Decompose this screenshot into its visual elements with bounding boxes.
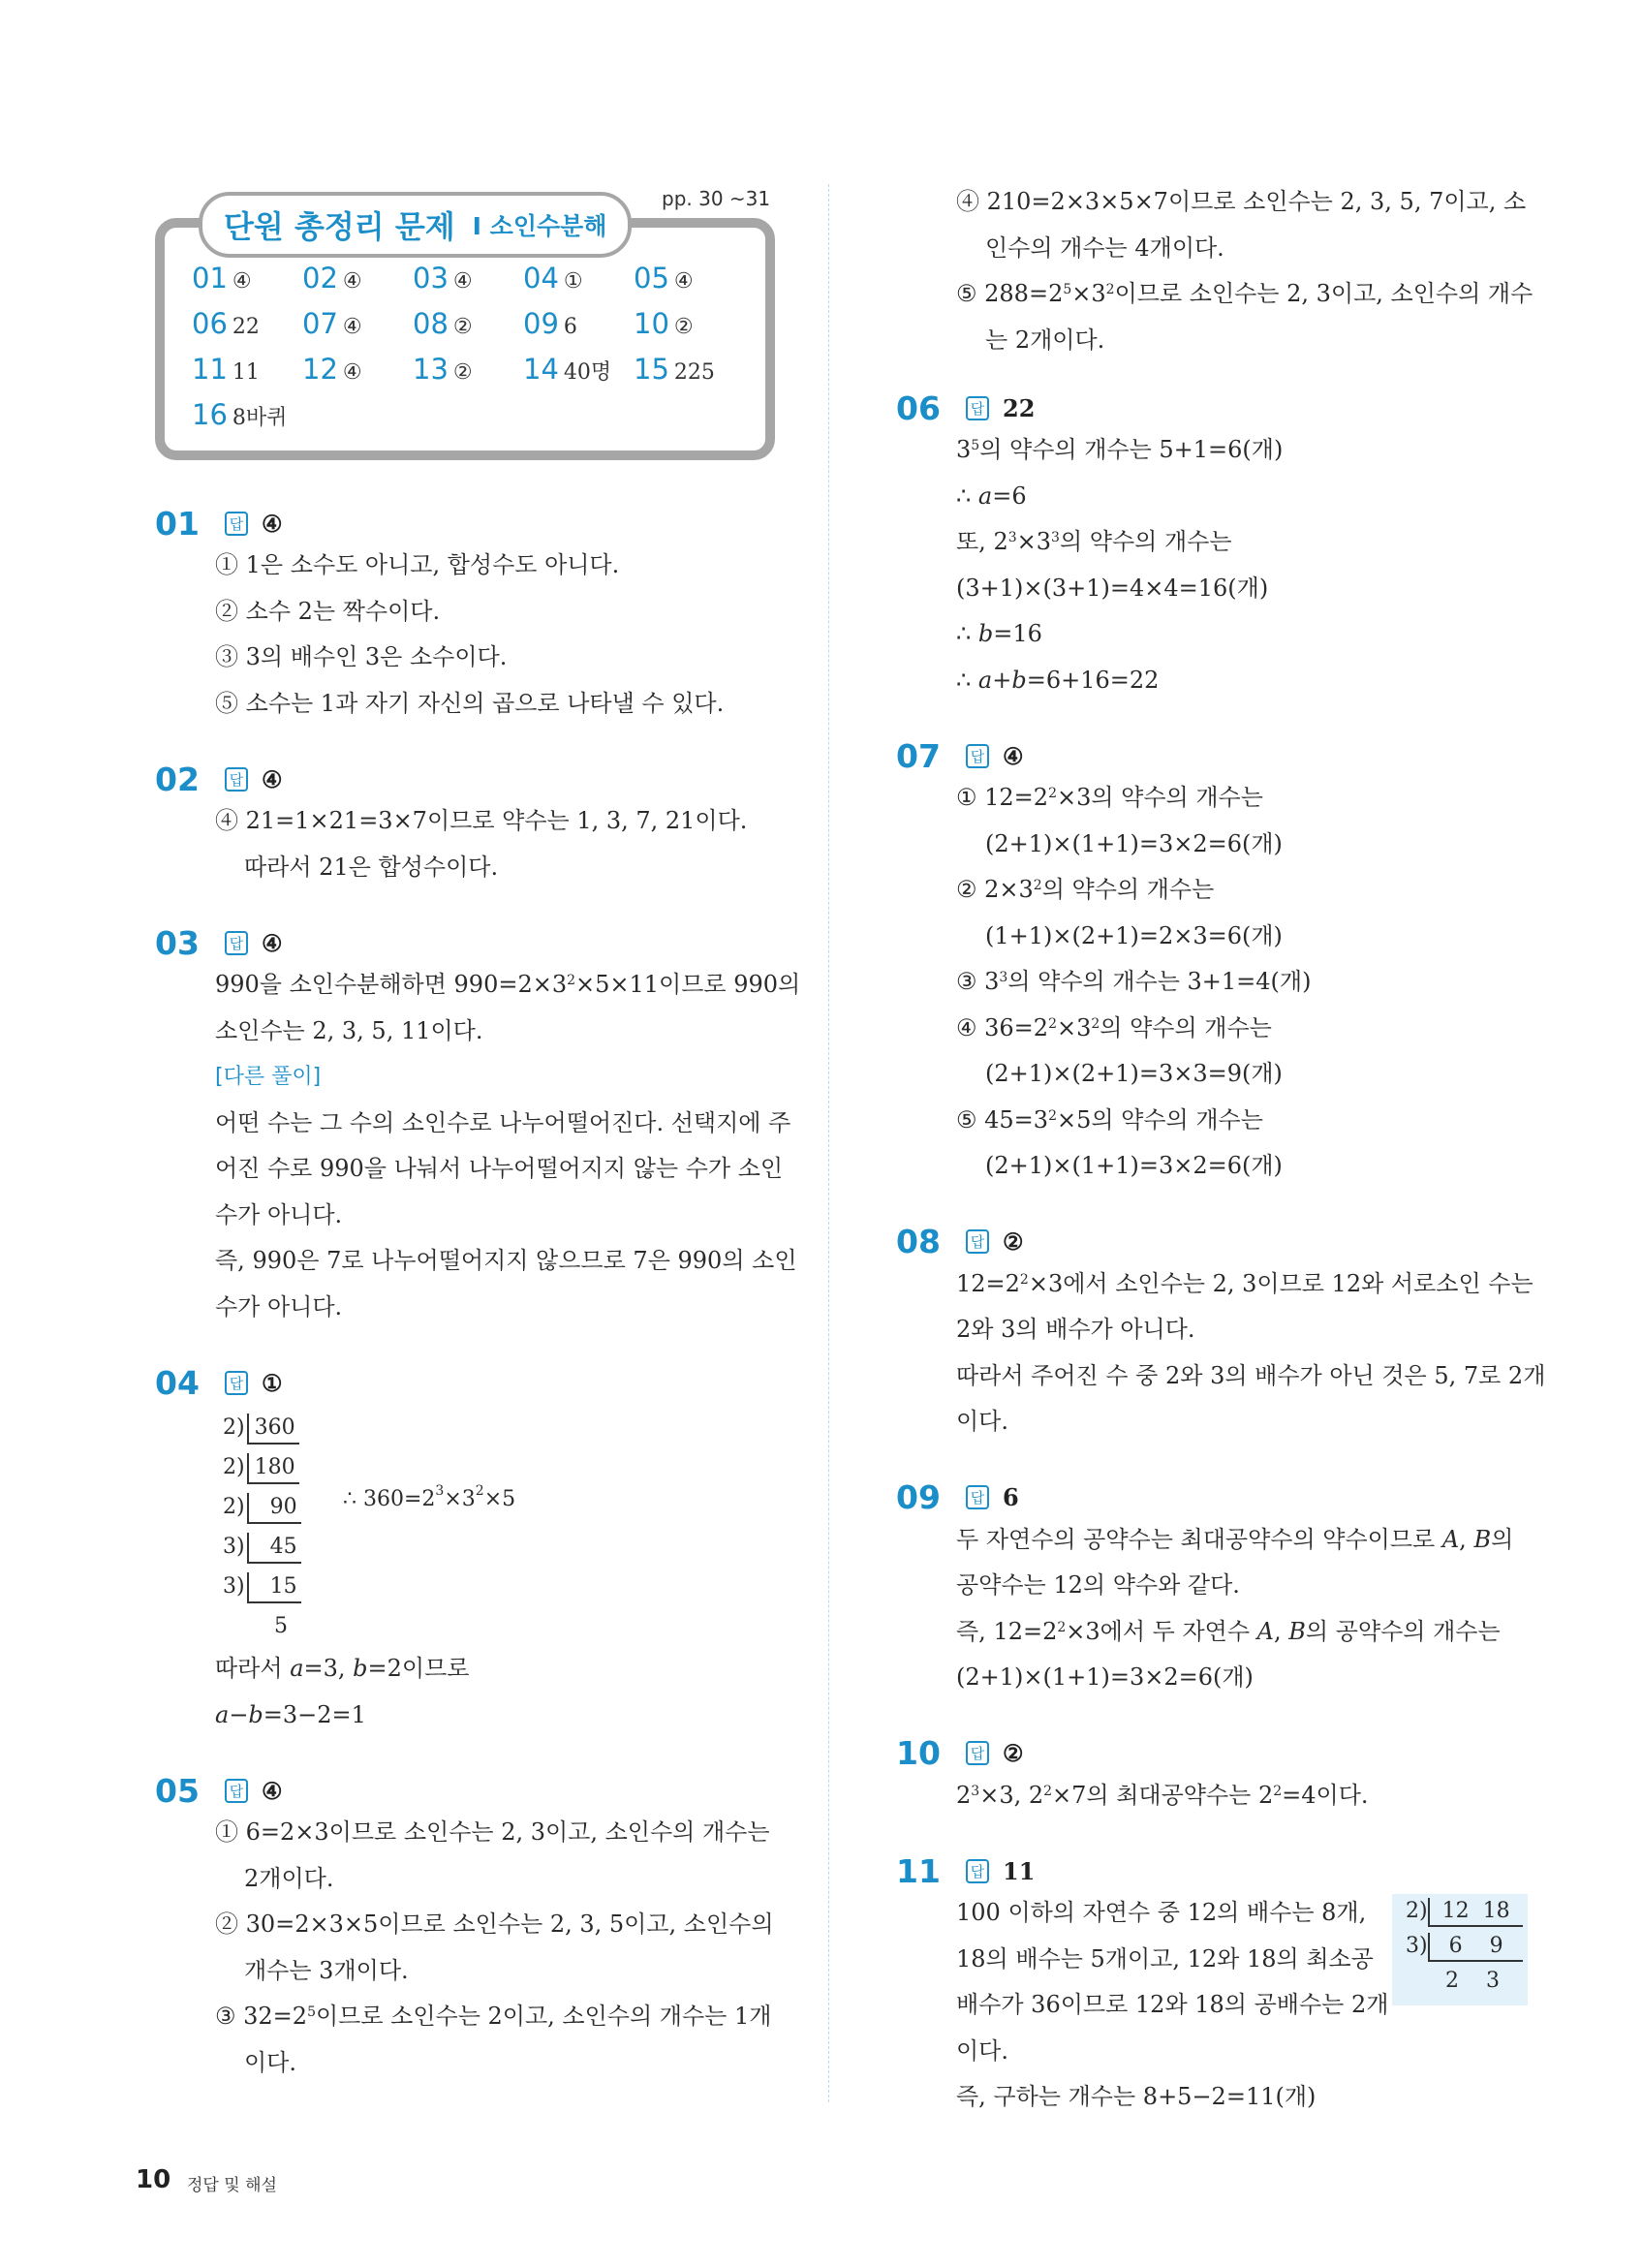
factorization-result: ∴ $360=2^3\times 3^2\times 5$: [343, 1483, 516, 1511]
solution-line: 수가 아니다.: [215, 1200, 343, 1228]
answer-value: ②: [1003, 1739, 1024, 1767]
answer-value: ②: [1003, 1227, 1024, 1256]
solution-line: 이다.: [956, 2036, 1008, 2065]
solution-line: 소인수는 2, 3, 5, 11이다.: [215, 1016, 483, 1044]
answer-badge: 답: [225, 767, 248, 792]
summary-ans: 6: [563, 315, 577, 339]
summary-unit: Ⅰ 소인수분해: [472, 212, 607, 240]
solution-line: ② 소수 2는 짝수이다.: [215, 597, 441, 625]
problem-number: 09: [896, 1478, 941, 1516]
summary-num: 09: [523, 307, 559, 340]
problem-number: 07: [896, 736, 941, 775]
summary-title: 단원 총정리 문제: [224, 208, 455, 245]
summary-ans: ①: [563, 269, 583, 294]
problem-06: [896, 388, 1506, 703]
problem-02: [155, 760, 785, 890]
solution-line: (2+1)×(1+1)=3×2=6(개): [985, 829, 1283, 857]
solution-line: ⑤ 소수는 1과 자기 자신의 곱으로 나타낼 수 있다.: [215, 689, 725, 717]
summary-ans: ④: [452, 269, 473, 294]
problem-04: [155, 1363, 785, 1738]
solution-line: 수가 아니다.: [215, 1292, 343, 1320]
solution-line: $12=2^2\times 3$에서 소인수는 2, 3이므로 12와 서로소인 수는: [956, 1269, 1534, 1297]
solution-line: ⑤ $45=3^2\times 5$의 약수의 개수는: [956, 1105, 1263, 1134]
solution-line: 2개이다.: [244, 1864, 334, 1892]
solution-line: ④ $36=2^2\times 3^2$의 약수의 개수는: [956, 1013, 1272, 1041]
solution-line: 따라서 21은 합성수이다.: [244, 853, 499, 881]
footer-text: 정답 및 해설: [187, 2176, 277, 2195]
solution-line: 즉, 구하는 개수는 8+5−2=11(개): [956, 2083, 1317, 2110]
answer-value: ④: [262, 764, 283, 793]
summary-num: 03: [413, 262, 449, 295]
solution-line: 는 2개이다.: [985, 326, 1105, 354]
summary-ans: ②: [452, 315, 473, 339]
answer-badge: 답: [966, 396, 989, 420]
answer-badge: 답: [225, 512, 248, 536]
solution-line: ⑤ $288=2^5\times 3^2$이므로 소인수는 2, 3이고, 소인수의 개수: [956, 280, 1534, 307]
solution-line: ④ 21=1×21=3×7이므로 약수는 1, 3, 7, 21이다.: [215, 807, 748, 834]
page-number: 10: [136, 2165, 171, 2194]
problem-number: 08: [896, 1223, 941, 1260]
page-range: pp. 30 ~31: [662, 187, 771, 210]
solution-line: ∴ a+b=6+16=22: [956, 666, 1160, 694]
solution-line: ① 1은 소수도 아니고, 합성수도 아니다.: [215, 551, 620, 578]
summary-num: 10: [634, 307, 669, 340]
solution-line: 990을 소인수분해하면 $990=2\times 3^2\times 5\times 11$이므로 990의: [215, 971, 801, 998]
problem-number: 11: [896, 1851, 941, 1890]
answer-badge: 답: [225, 931, 248, 955]
summary-num: 05: [634, 262, 669, 295]
problem-05-continued: [896, 179, 1534, 363]
answer-badge: 답: [966, 1229, 989, 1254]
solution-line: 따라서 주어진 수 중 2와 3의 배수가 아닌 것은 5, 7로 2개: [956, 1361, 1546, 1389]
summary-num: 02: [302, 262, 338, 295]
left-column: [155, 504, 801, 2119]
answer-badge: 답: [966, 1485, 989, 1509]
summary-num: 13: [413, 353, 449, 386]
problem-number: 04: [155, 1363, 200, 1402]
problem-03: [155, 923, 801, 1330]
column-divider: [828, 184, 829, 2102]
answer-value: ④: [262, 1776, 283, 1805]
summary-num: 15: [634, 353, 669, 386]
summary-num: 07: [302, 307, 338, 340]
solution-line: ① $12=2^2\times 3$의 약수의 개수는: [956, 784, 1263, 811]
solution-line: 이다.: [956, 1408, 1008, 1435]
problem-number: 06: [896, 388, 941, 427]
answer-badge: 답: [225, 1371, 248, 1395]
summary-ans: 11: [232, 360, 260, 385]
summary-ans: ②: [452, 360, 473, 385]
solution-line: 따라서 a=3, b=2이므로: [215, 1655, 470, 1682]
problem-08: [896, 1223, 1546, 1445]
problem-09: [896, 1478, 1514, 1701]
solution-line: 또, $2^3\times 3^3$의 약수의 개수는: [956, 528, 1232, 555]
solution-line: ∴ a=6: [956, 482, 1027, 510]
problem-11: [896, 1851, 1510, 2121]
summary-num: 14: [523, 353, 559, 386]
problem-number: 05: [155, 1771, 200, 1810]
summary-ans: ②: [673, 315, 694, 339]
solution-line: 이다.: [244, 2048, 296, 2076]
problem-number: 03: [155, 923, 200, 962]
solution-line: ① 6=2×3이므로 소인수는 2, 3이고, 소인수의 개수는: [215, 1818, 770, 1846]
solution-line: (2+1)×(2+1)=3×3=9(개): [985, 1060, 1283, 1087]
summary-ans: ④: [342, 315, 362, 339]
summary-ans: ④: [342, 360, 362, 385]
solution-line: 인수의 개수는 4개이다.: [985, 233, 1224, 262]
solution-line: 18의 배수는 5개이고, 12와 18의 최소공: [956, 1944, 1374, 1973]
right-column: [896, 179, 1546, 2154]
answer-badge: 답: [966, 744, 989, 768]
solution-line: 2와 3의 배수가 아니다.: [956, 1316, 1195, 1343]
summary-num: 01: [192, 262, 228, 295]
summary-ans: ④: [232, 269, 252, 294]
answer-badge: 답: [225, 1779, 248, 1803]
prime-division: 2) 360 2) 180 2) 90 3) 45 3) 15 5 ∴ $360=2^3\times 3^2\times 5$: [223, 1415, 516, 1638]
solution-line: 개수는 3개이다.: [244, 1956, 409, 1984]
solution-line: (2+1)×(1+1)=3×2=6(개): [985, 1152, 1283, 1179]
solution-line: $2^3\times 3$, $2^2\times 7$의 최대공약수는 $2^2=4$이다.: [956, 1781, 1369, 1809]
answer-value: ④: [262, 928, 283, 957]
solution-line: ③ $32=2^5$이므로 소인수는 2이고, 소인수의 개수는 1개: [215, 2003, 772, 2030]
solution-line: ③ 3의 배수인 3은 소수이다.: [215, 643, 508, 670]
answer-value: ①: [262, 1368, 283, 1397]
problem-number: 01: [155, 504, 200, 543]
answer-badge: 답: [966, 1741, 989, 1765]
answer-value: ④: [262, 509, 283, 538]
alt-solution-label: [다른 풀이]: [215, 1065, 322, 1089]
solution-line: 공약수는 12의 약수와 같다.: [956, 1571, 1240, 1599]
summary-num: 04: [523, 262, 559, 295]
summary-ans: ④: [342, 269, 362, 294]
summary-answer-grid: [192, 262, 773, 444]
summary-ans: 8바퀴: [232, 406, 288, 430]
solution-line: (2+1)×(1+1)=3×2=6(개): [956, 1663, 1254, 1691]
solution-line: 어떤 수는 그 수의 소인수로 나누어떨어진다. 선택지에 주: [215, 1108, 791, 1136]
answer-badge: 답: [966, 1859, 989, 1883]
summary-num: 12: [302, 353, 338, 386]
summary-num: 06: [192, 307, 228, 340]
solution-line: 두 자연수의 공약수는 최대공약수의 약수이므로 A, B의: [956, 1525, 1514, 1553]
solution-line: ∴ b=16: [956, 620, 1042, 647]
problem-01: [155, 504, 785, 727]
answer-value: ④: [1003, 741, 1024, 770]
answer-value: 6: [1003, 1483, 1019, 1511]
solution-line: (1+1)×(2+1)=2×3=6(개): [985, 921, 1283, 949]
solution-line: 즉, 990은 7로 나누어떨어지지 않으므로 7은 990의 소인: [215, 1247, 797, 1274]
summary-ans: 225: [673, 360, 715, 385]
problem-05: [155, 1771, 785, 2086]
problem-10: [896, 1734, 1506, 1819]
solution-line: 100 이하의 자연수 중 12의 배수는 8개,: [956, 1899, 1367, 1926]
summary-ans: ④: [673, 269, 694, 294]
solution-line: 배수가 36이므로 12와 18의 공배수는 2개: [956, 1991, 1389, 2018]
summary-num: 08: [413, 307, 449, 340]
summary-num: 11: [192, 353, 228, 386]
lcm-ladder: 2) 12 18 3) 6 9 2 3: [1392, 1894, 1528, 2005]
summary-ans: 22: [232, 315, 260, 339]
solution-line: 어진 수로 990을 나눠서 나누어떨어지지 않는 수가 소인: [215, 1155, 784, 1182]
summary-num: 16: [192, 398, 228, 431]
solution-line: ④ 210=2×3×5×7이므로 소인수는 2, 3, 5, 7이고, 소: [956, 188, 1527, 215]
solution-line: ③ $3^3$의 약수의 개수는 3+1=4(개): [956, 968, 1312, 995]
summary-title-tab: [199, 192, 632, 258]
solution-line: $3^5$의 약수의 개수는 5+1=6(개): [956, 436, 1284, 463]
answer-value: 22: [1003, 393, 1036, 422]
solution-line: a−b=3−2=1: [215, 1700, 366, 1728]
solution-line: ② $2\times 3^2$의 약수의 개수는: [956, 876, 1215, 903]
solution-line: 즉, $12=2^2\times 3$에서 두 자연수 A, B의 공약수의 개수는: [956, 1617, 1501, 1645]
answer-value: 11: [1003, 1856, 1036, 1885]
summary-ans: 40명: [563, 360, 612, 385]
problem-number: 02: [155, 760, 200, 798]
problem-number: 10: [896, 1734, 941, 1772]
solution-line: ② 30=2×3×5이므로 소인수는 2, 3, 5이고, 소인수의: [215, 1911, 774, 1938]
solution-line: (3+1)×(3+1)=4×4=16(개): [956, 574, 1269, 602]
problem-07: [896, 736, 1506, 1190]
